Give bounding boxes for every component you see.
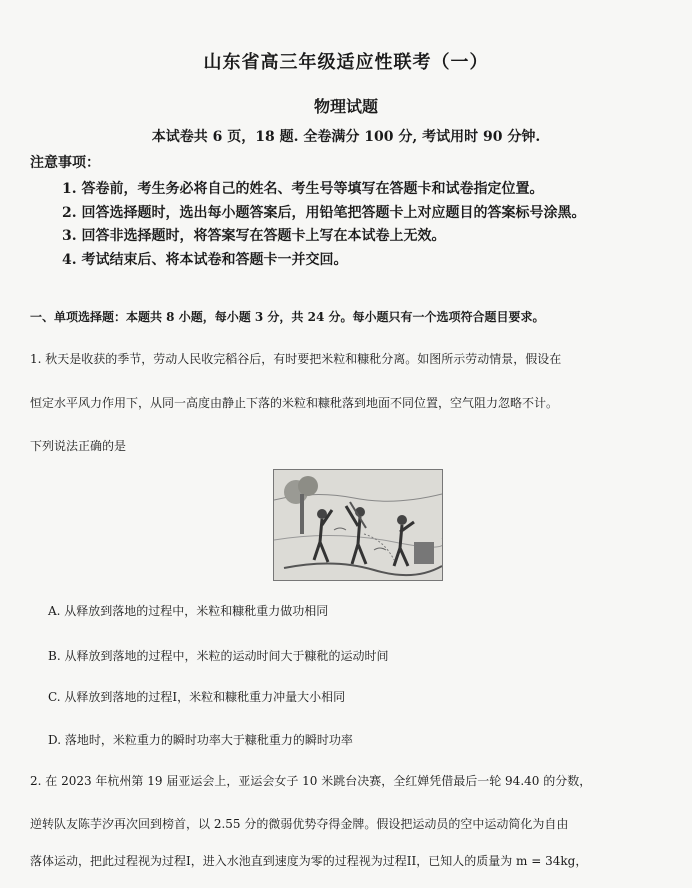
option-c: C. 从释放到落地的过程I，米粒和糠秕重力冲量大小相同 [48, 690, 346, 704]
option-a: A. 从释放到落地的过程中，米粒和糠秕重力做功相同 [48, 604, 329, 618]
section-heading: 一、单项选择题：本题共 8 小题，每小题 3 分，共 24 分。每小题只有一个选项符合题目要求。 [30, 310, 545, 324]
notice-item: 2. 回答选择题时，选出每小题答案后，用铅笔把答题卡上对应题目的答案标号涂黑。 [62, 204, 586, 221]
option-d: D. 落地时，米粒重力的瞬时功率大于糠秕重力的瞬时功率 [48, 733, 353, 747]
question1-line: 下列说法正确的是 [30, 439, 127, 453]
option-b: B. 从释放到落地的过程中，米粒的运动时间大于糠秕的运动时间 [48, 649, 389, 663]
exam-meta: 本试卷共 6 页，18 题. 全卷满分 100 分, 考试用时 90 分钟. [151, 129, 541, 145]
notice-item: 1. 答卷前，考生务必将自己的姓名、考生号等填写在答题卡和试卷指定位置。 [62, 181, 544, 197]
notice-item: 3. 回答非选择题时，将答案写在答题卡上写在本试卷上无效。 [62, 228, 446, 244]
question1-line: 恒定水平风力作用下，从同一高度由静止下落的米粒和糠秕落到地面不同位置，空气阻力忽略不计。 [30, 396, 559, 410]
notice-heading: 注意事项： [30, 155, 100, 171]
question2-line: 落体运动，把此过程视为过程I，进入水池直到速度为零的过程视为过程II，已知人的质量为 m = 34kg， [30, 854, 588, 868]
notice-item: 4. 考试结束后、将本试卷和答题卡一并交回。 [62, 251, 348, 268]
farm-labor-illustration [273, 469, 443, 581]
illustration-sketch [274, 470, 442, 580]
exam-title: 山东省高三年级适应性联考（一） [203, 52, 489, 73]
question2-line: 2. 在 2023 年杭州第 19 届亚运会上，亚运会女子 10 米跳台决赛，全红婵凭借最后一轮 94.40 的分数， [30, 774, 592, 788]
subject-title: 物理试题 [313, 97, 378, 116]
notice-list [62, 178, 682, 272]
question2-line: 逆转队友陈芋汐再次回到榜首，以 2.55 分的微弱优势夺得金牌。假设把运动员的空中运动简化为自由 [30, 817, 569, 831]
question1-line: 1. 秋天是收获的季节，劳动人民收完稻谷后，有时要把米粒和糠秕分离。如图所示劳动情景，假设在 [30, 352, 562, 366]
